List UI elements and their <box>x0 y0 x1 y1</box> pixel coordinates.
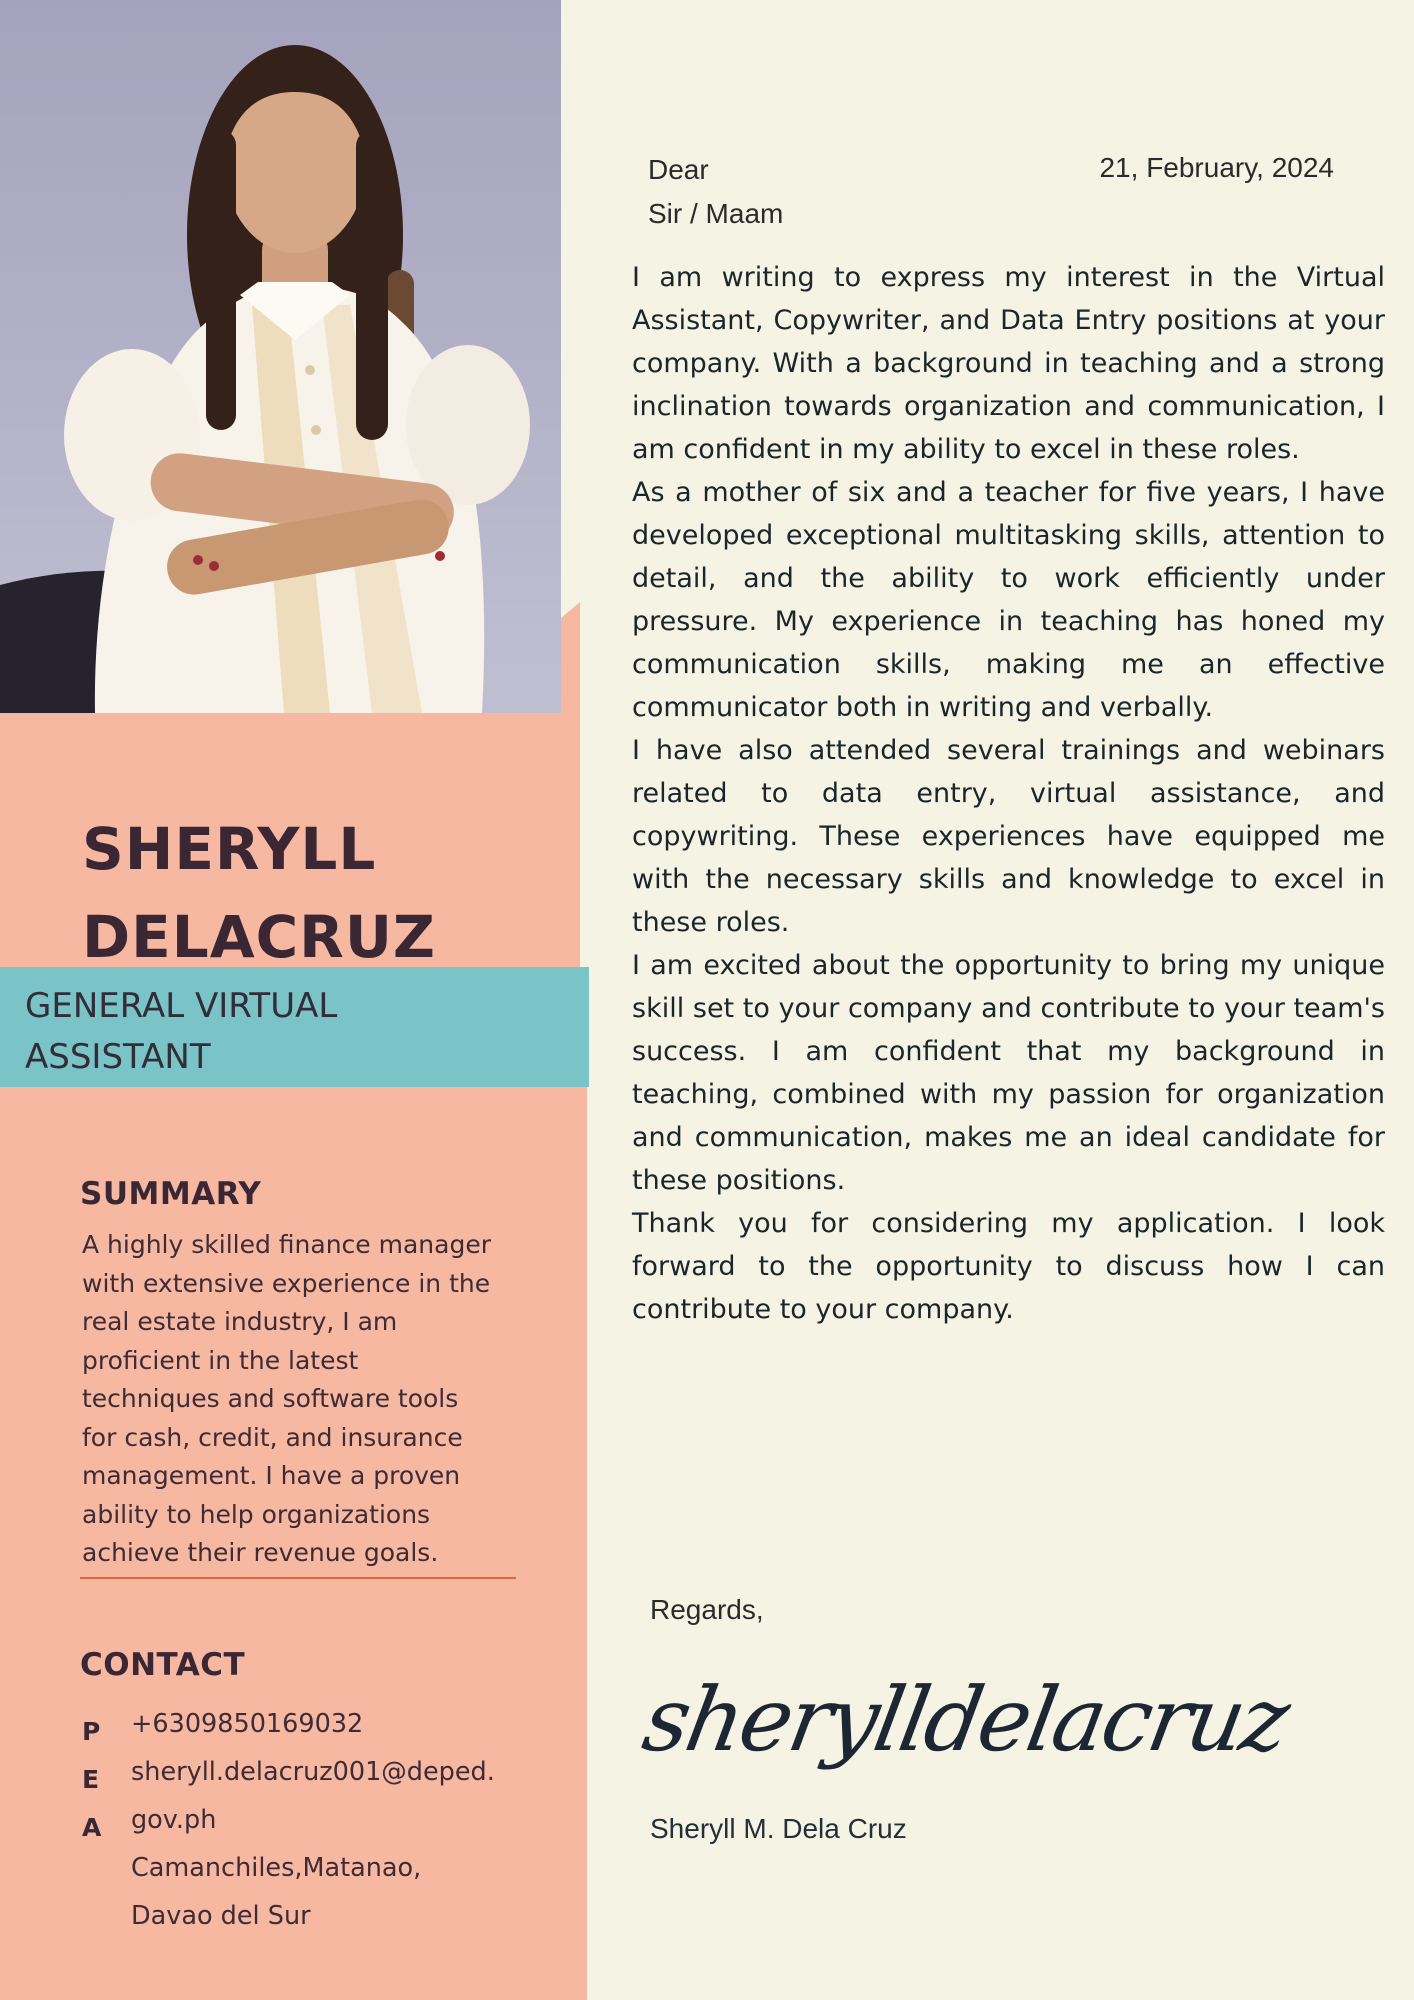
sidebar-divider-line <box>80 1577 516 1579</box>
salutation <box>648 148 783 236</box>
contact-value-column <box>131 1700 495 1940</box>
applicant-name <box>82 805 436 981</box>
applicant-role-line2: ASSISTANT <box>25 1037 211 1077</box>
summary-line: ability to help organizations <box>82 1499 431 1529</box>
applicant-name-line1: SHERYLL <box>82 814 377 883</box>
summary-paragraph <box>82 1226 491 1573</box>
nail-polish-dot-1 <box>193 555 203 565</box>
summary-line: A highly skilled finance manager <box>82 1230 491 1259</box>
summary-line: real estate industry, I am <box>82 1307 398 1336</box>
closing-regards: Regards, <box>650 1594 764 1625</box>
letter-paragraph-4: I am excited about the opportunity to bring my unique skill set to your company and contribute to your team's success. I am confident that my background in teaching, combined with my passion for organization and communication, makes me an ideal candidate for these positions. <box>632 950 1385 1196</box>
button-1 <box>305 365 315 375</box>
salutation-line1: Dear <box>648 154 709 185</box>
hair-strand-left <box>206 130 236 430</box>
puff-sleeve-right <box>406 345 530 505</box>
contact-label-phone: P <box>82 1717 101 1746</box>
letter-paragraph-3: I have also attended several trainings and webinars related to data entry, virtual assistance, and copywriting. These experiences have equipped me with the necessary skills and knowledge to excel in these roles. <box>632 735 1385 938</box>
contact-address-line1: Camanchiles,Matanao, <box>131 1853 422 1883</box>
letter-date: 21, February, 2024 <box>1099 152 1334 183</box>
letter-paragraph-2: As a mother of six and a teacher for five years, I have developed exceptional multitasking skills, attention to detail, and the ability to work efficiently under pressure. My experience in teaching has honed my communication skills, making me an effective communicator both in writing and verbally. <box>632 477 1385 723</box>
letter-body <box>632 256 1385 1331</box>
contact-label-address: A <box>82 1813 102 1842</box>
applicant-name-line2: DELACRUZ <box>82 902 436 971</box>
summary-line: techniques and software tools <box>82 1384 459 1413</box>
contact-label-email: E <box>82 1765 100 1794</box>
applicant-role-line1: GENERAL VIRTUAL <box>25 986 338 1026</box>
salutation-line2: Sir / Maam <box>648 198 784 229</box>
letter-paragraph-1: I am writing to express my interest in the Virtual Assistant, Copywriter, and Data Entry positions at your company. With a background in teaching and a strong inclination towards organization and communication, I am confident in my ability to excel in these roles. <box>632 262 1385 465</box>
portrait-illustration <box>0 0 561 713</box>
nail-polish-dot-2 <box>209 561 219 571</box>
contact-label-column <box>82 1708 101 1852</box>
contact-address-line2: Davao del Sur <box>131 1901 311 1931</box>
portrait-photo <box>0 0 561 713</box>
button-2 <box>311 425 321 435</box>
summary-line: proficient in the latest <box>82 1345 359 1375</box>
handwritten-signature: sherylldelacruz <box>636 1668 1295 1771</box>
salmon-accent-sliver <box>561 602 580 713</box>
summary-line: achieve their revenue goals. <box>82 1538 439 1567</box>
nail-polish-dot-3 <box>435 551 445 561</box>
summary-line: with extensive experience in the <box>82 1268 491 1298</box>
applicant-role <box>25 981 337 1083</box>
summary-line: for cash, credit, and insurance <box>82 1422 463 1452</box>
summary-heading: SUMMARY <box>80 1175 262 1212</box>
contact-email-value-line2: gov.ph <box>131 1805 217 1835</box>
signed-name: Sheryll M. Dela Cruz <box>650 1813 907 1844</box>
hair-strand-right <box>356 130 388 440</box>
contact-phone-value: +6309850169032 <box>131 1709 364 1739</box>
contact-email-value-line1: sheryll.delacruz001@deped. <box>131 1757 495 1787</box>
contact-heading: CONTACT <box>80 1646 246 1683</box>
summary-line: management. I have a proven <box>82 1461 461 1490</box>
letter-paragraph-5: Thank you for considering my application. I look forward to the opportunity to discuss how I can contribute to your company. <box>632 1208 1385 1325</box>
